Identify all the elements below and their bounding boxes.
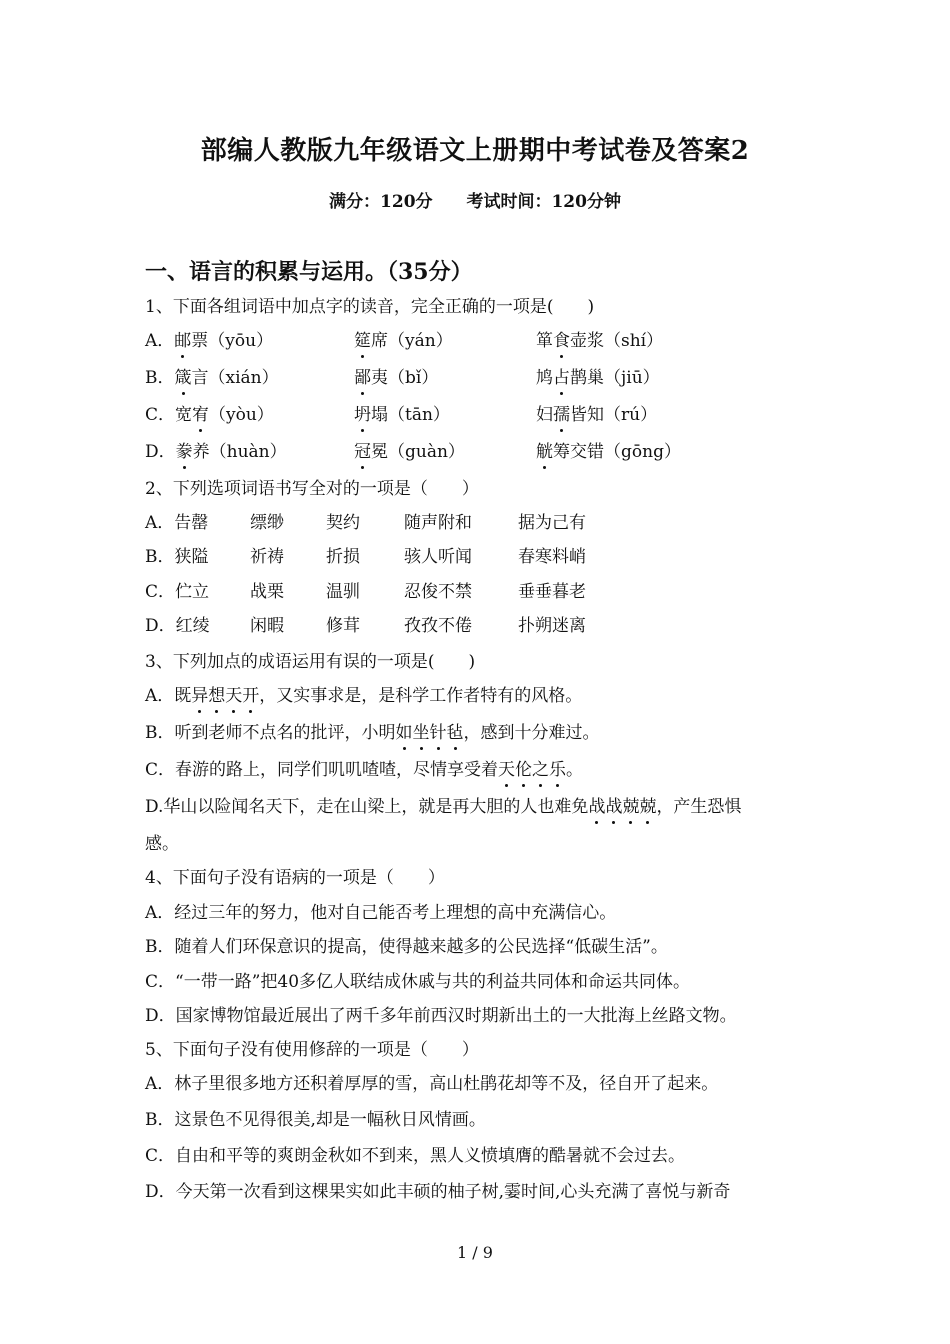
dotted-char: 占 [553, 368, 570, 388]
q2-word: 春寒料峭 [518, 547, 586, 567]
dotted-char: 豢 [175, 442, 193, 462]
dotted-char: 毡 [446, 723, 464, 743]
q5-option-a: A．林子里很多地方还积着厚厚的雪，高山杜鹃花却等不及，径自开了起来。 [145, 1074, 719, 1094]
q1-option-cell: 鸠占鹊巢（jiū） [536, 368, 660, 388]
full-score: 满分：120分 [329, 192, 433, 212]
q2-word: 闲暇 [250, 616, 284, 636]
exam-time: 考试时间：120分钟 [466, 192, 621, 212]
dotted-char: 针 [429, 723, 447, 743]
dotted-char: 觥 [536, 442, 553, 462]
q3-stem: 3、下列加点的成语运用有误的一项是( ) [145, 652, 476, 672]
q2-word: D．红绫 [145, 616, 210, 636]
q2-word: 随声附和 [404, 513, 472, 533]
section-heading: 一、语言的积累与运用。（35分） [145, 259, 473, 285]
q5-stem: 5、下面句子没有使用修辞的一项是（ ） [145, 1040, 479, 1060]
q1-option-cell: 妇孺皆知（rú） [536, 405, 658, 425]
dotted-char: 乐 [549, 760, 567, 780]
q2-word: 战栗 [250, 582, 284, 602]
q4-option-a: A．经过三年的努力，他对自己能否考上理想的高中充满信心。 [145, 903, 617, 923]
dotted-char: 坍 [354, 405, 371, 425]
q2-word: 祈祷 [250, 547, 284, 567]
q4-option-d: D．国家博物馆最近展出了两千多年前西汉时期新出土的一大批海上丝路文物。 [145, 1006, 737, 1026]
q5-option-c: C．自由和平等的爽朗金秋如不到来，黑人义愤填膺的酷暑就不会过去。 [145, 1146, 686, 1166]
dotted-char: 天 [498, 760, 516, 780]
q1-option-cell: 冠冕（guàn） [354, 442, 465, 462]
q2-word: 孜孜不倦 [404, 616, 472, 636]
q2-word: 温驯 [326, 582, 360, 602]
q4-stem: 4、下面句子没有语病的一项是（ ） [145, 868, 445, 888]
q3-option-c: C．春游的路上，同学们叽叽喳喳，尽情享受着天伦之乐。 [145, 760, 584, 780]
q2-word: 修茸 [326, 616, 360, 636]
q1-option-cell: 鄙夷（bǐ） [354, 368, 439, 388]
dotted-char: 战 [605, 797, 623, 817]
q3-d-idiom [588, 797, 656, 817]
dotted-char: 天 [225, 686, 243, 706]
q1-option-cell: 筵席（yán） [354, 331, 453, 351]
dotted-char: 孺 [553, 405, 570, 425]
q3-option-b: B．听到老师不点名的批评，小明如坐针毡，感到十分难过。 [145, 723, 600, 743]
q2-word: 据为己有 [518, 513, 586, 533]
dotted-char: 食 [553, 331, 570, 351]
q2-word: 骇人听闻 [404, 547, 472, 567]
q1-option-cell: D．豢养（huàn） [145, 442, 287, 462]
q1-stem: 1、下面各组词语中加点字的读音，完全正确的一项是( ) [145, 297, 595, 317]
dotted-char: 伦 [515, 760, 533, 780]
q2-word: 缥缈 [250, 513, 284, 533]
dotted-char: 开 [242, 686, 260, 706]
dotted-char: 鄙 [354, 368, 371, 388]
q2-word: 折损 [326, 547, 360, 567]
q1-option-cell: C．宽宥（yòu） [145, 405, 274, 425]
q3-option-d-cont: 感。 [145, 834, 179, 854]
dotted-char: 之 [532, 760, 550, 780]
q4-option-c: C．“一带一路”把40多亿人联结成休戚与共的利益共同体和命运共同体。 [145, 972, 691, 992]
page-title: 部编人教版九年级语文上册期中考试卷及答案2 [200, 136, 750, 166]
page-number: 1 / 9 [457, 1243, 493, 1262]
q5-option-b: B．这景色不见得很美,却是一幅秋日风情画。 [145, 1110, 486, 1130]
exam-meta [0, 187, 950, 212]
q2-stem: 2、下列选项词语书写全对的一项是（ ） [145, 479, 479, 499]
q1-option-cell: A．邮票（yōu） [145, 331, 274, 351]
q1-option-cell: B．箴言（xián） [145, 368, 279, 388]
dotted-char: 兢 [622, 797, 640, 817]
dotted-char: 异 [191, 686, 209, 706]
dotted-char: 箴 [174, 368, 192, 388]
q3-b-idiom [396, 723, 464, 743]
q1-option-cell: 箪食壶浆（shí） [536, 331, 664, 351]
dotted-char: 如 [395, 723, 413, 743]
q2-word: 扑朔迷离 [518, 616, 586, 636]
dotted-char: 坐 [412, 723, 430, 743]
q2-word: B．狭隘 [145, 547, 209, 567]
dotted-char: 宥 [192, 405, 210, 425]
q4-option-b: B．随着人们环保意识的提高，使得越来越多的公民选择“低碳生活”。 [145, 937, 668, 957]
q2-word: A．告罄 [145, 513, 209, 533]
q1-option-cell: 坍塌（tān） [354, 405, 450, 425]
dotted-char: 战 [588, 797, 606, 817]
q2-word: 忍俊不禁 [404, 582, 472, 602]
q3-option-d: D.华山以险闻名天下，走在山梁上，就是再大胆的人也难免战战兢兢，产生恐惧 [145, 797, 742, 817]
q1-option-cell: 觥筹交错（gōng） [536, 442, 681, 462]
dotted-char: 想 [208, 686, 226, 706]
dotted-char: 冠 [354, 442, 371, 462]
dotted-char: 兢 [639, 797, 657, 817]
dotted-char: 邮 [174, 331, 192, 351]
q5-option-d: D．今天第一次看到这棵果实如此丰硕的柚子树,霎时间,心头充满了喜悦与新奇 [145, 1182, 731, 1202]
q2-word: C．伫立 [145, 582, 210, 602]
q3-a-idiom [191, 686, 259, 706]
q3-option-a: A．既异想天开，又实事求是，是科学工作者特有的风格。 [145, 686, 583, 706]
q3-c-idiom [498, 760, 566, 780]
dotted-char: 筵 [354, 331, 371, 351]
q2-word: 契约 [326, 513, 360, 533]
q2-word: 垂垂暮老 [518, 582, 586, 602]
